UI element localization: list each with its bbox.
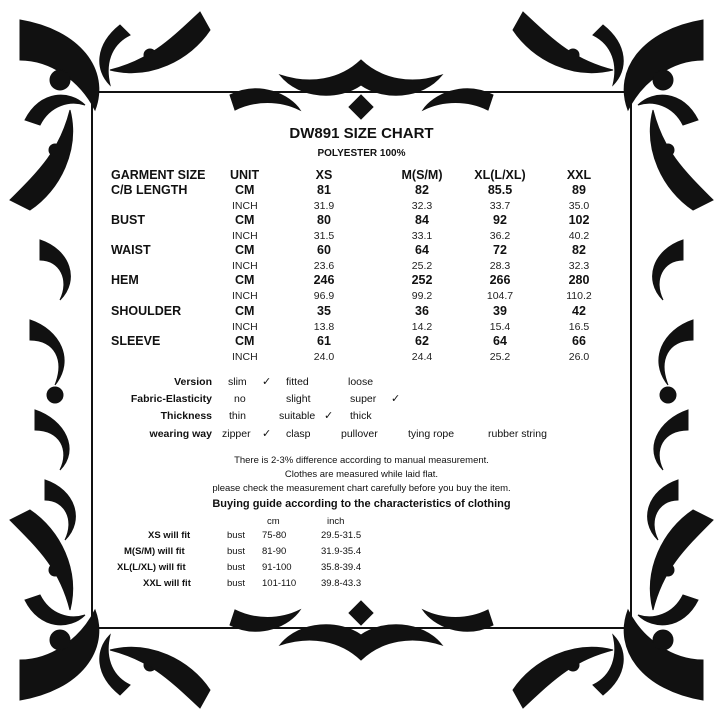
unit-inch: INCH bbox=[232, 200, 258, 212]
inch-value: 31.5 bbox=[313, 230, 335, 242]
guide-cm-range: 81-90 bbox=[262, 546, 287, 557]
header-garment-size: GARMENT SIZE bbox=[111, 168, 206, 182]
guide-col-inch: inch bbox=[327, 516, 345, 527]
unit-cm: CM bbox=[235, 243, 255, 257]
row-label-cb-length: C/B LENGTH bbox=[111, 183, 188, 197]
guide-inch-range: 31.9-35.4 bbox=[321, 546, 362, 557]
cm-value: 64 bbox=[415, 243, 429, 257]
header-size-xs: XS bbox=[315, 168, 333, 182]
unit-cm: CM bbox=[235, 334, 255, 348]
cm-value: 84 bbox=[415, 213, 429, 227]
header-size-m: M(S/M) bbox=[401, 168, 443, 182]
guide-col-cm: cm bbox=[267, 516, 280, 527]
attr-label-wearing-way: wearing way bbox=[149, 428, 212, 440]
attr-option: tying rope bbox=[408, 428, 455, 440]
check-mark-icon: ✓ bbox=[324, 410, 334, 422]
unit-cm: CM bbox=[235, 213, 255, 227]
inch-value: 36.2 bbox=[489, 230, 511, 242]
cm-value: 82 bbox=[415, 183, 429, 197]
cm-value: 36 bbox=[415, 304, 429, 318]
header-unit: UNIT bbox=[230, 168, 260, 182]
inch-value: 110.2 bbox=[566, 290, 592, 302]
attr-option: clasp bbox=[286, 428, 311, 440]
attr-option: slight bbox=[286, 393, 311, 405]
check-mark-icon: ✓ bbox=[262, 428, 272, 440]
guide-fit-label: M(S/M) will fit bbox=[124, 546, 185, 557]
guide-cm-range: 101-110 bbox=[262, 578, 297, 589]
top-center-crest bbox=[230, 60, 493, 119]
inch-value: 33.1 bbox=[411, 230, 433, 242]
attr-label-thickness: Thickness bbox=[160, 410, 212, 422]
row-label-sleeve: SLEEVE bbox=[111, 334, 161, 348]
cm-value: 72 bbox=[493, 243, 507, 257]
unit-cm: CM bbox=[235, 273, 255, 287]
unit-inch: INCH bbox=[232, 260, 258, 272]
guide-cm-range: 75-80 bbox=[262, 530, 287, 541]
attr-option: pullover bbox=[341, 428, 378, 440]
cm-value: 92 bbox=[493, 213, 507, 227]
inch-value: 26.0 bbox=[568, 351, 590, 363]
attr-option: rubber string bbox=[488, 428, 547, 440]
measurement-note: There is 2-3% difference according to manual measurement. bbox=[234, 455, 489, 466]
inch-value: 24.0 bbox=[313, 351, 335, 363]
unit-cm: CM bbox=[235, 183, 255, 197]
cm-value: 39 bbox=[493, 304, 507, 318]
cm-value: 82 bbox=[572, 243, 586, 257]
inch-value: 24.4 bbox=[411, 351, 433, 363]
inch-value: 32.3 bbox=[568, 260, 590, 272]
unit-inch: INCH bbox=[232, 321, 258, 333]
guide-inch-range: 39.8-43.3 bbox=[321, 578, 362, 589]
inch-value: 33.7 bbox=[489, 200, 511, 212]
guide-part: bust bbox=[227, 562, 245, 573]
cm-value: 280 bbox=[568, 273, 590, 287]
unit-inch: INCH bbox=[232, 351, 258, 363]
row-label-shoulder: SHOULDER bbox=[111, 304, 182, 318]
guide-part: bust bbox=[227, 578, 245, 589]
attr-option: thin bbox=[229, 410, 246, 422]
header-size-xxl: XXL bbox=[566, 168, 592, 182]
attr-label-version: Version bbox=[174, 376, 212, 388]
row-label-waist: WAIST bbox=[111, 243, 151, 257]
measurement-note: please check the measurement chart carefully before you buy the item. bbox=[212, 483, 511, 494]
guide-inch-range: 35.8-39.4 bbox=[321, 562, 362, 573]
inch-value: 99.2 bbox=[411, 290, 433, 302]
inch-value: 104.7 bbox=[486, 290, 514, 302]
row-label-hem: HEM bbox=[111, 273, 139, 287]
inch-value: 40.2 bbox=[568, 230, 590, 242]
corner-ornament-bottom-right bbox=[513, 510, 713, 708]
inch-value: 32.3 bbox=[411, 200, 433, 212]
chart-title: DW891 SIZE CHART bbox=[289, 125, 434, 142]
cm-value: 102 bbox=[568, 213, 590, 227]
inch-value: 16.5 bbox=[568, 321, 590, 333]
right-side-scrolls bbox=[648, 240, 693, 540]
attr-option: super bbox=[350, 393, 377, 405]
guide-fit-label: XS will fit bbox=[148, 530, 191, 541]
cm-value: 89 bbox=[572, 183, 586, 197]
attr-option: slim bbox=[228, 376, 247, 388]
inch-value: 31.9 bbox=[313, 200, 335, 212]
attr-option: suitable bbox=[279, 410, 316, 422]
guide-fit-label: XL(L/XL) will fit bbox=[117, 562, 186, 573]
cm-value: 80 bbox=[317, 213, 331, 227]
cm-value: 62 bbox=[415, 334, 429, 348]
attr-label-fabric-elasticity: Fabric-Elasticity bbox=[130, 393, 212, 405]
cm-value: 252 bbox=[411, 273, 433, 287]
inch-value: 14.2 bbox=[411, 321, 433, 333]
cm-value: 66 bbox=[572, 334, 586, 348]
attr-option: thick bbox=[350, 410, 372, 422]
inch-value: 25.2 bbox=[411, 260, 433, 272]
inch-value: 35.0 bbox=[568, 200, 590, 212]
measurement-note: Clothes are measured while laid flat. bbox=[284, 469, 439, 480]
inch-value: 23.6 bbox=[313, 260, 335, 272]
cm-value: 64 bbox=[493, 334, 507, 348]
buying-guide-title: Buying guide according to the characteristics of clothing bbox=[212, 498, 511, 510]
cm-value: 81 bbox=[317, 183, 331, 197]
cm-value: 266 bbox=[489, 273, 511, 287]
bottom-center-crest bbox=[230, 601, 493, 660]
attr-option: zipper bbox=[222, 428, 251, 440]
guide-fit-label: XXL will fit bbox=[143, 578, 191, 589]
attr-option: loose bbox=[348, 376, 374, 388]
unit-inch: INCH bbox=[232, 230, 258, 242]
attr-option: no bbox=[234, 393, 246, 405]
unit-cm: CM bbox=[235, 304, 255, 318]
cm-value: 60 bbox=[317, 243, 331, 257]
inch-value: 25.2 bbox=[489, 351, 511, 363]
cm-value: 85.5 bbox=[487, 183, 513, 197]
inch-value: 28.3 bbox=[489, 260, 511, 272]
cm-value: 61 bbox=[317, 334, 331, 348]
check-mark-icon: ✓ bbox=[262, 376, 272, 388]
row-label-bust: BUST bbox=[111, 213, 146, 227]
guide-cm-range: 91-100 bbox=[262, 562, 292, 573]
fabric-subtitle: POLYESTER 100% bbox=[317, 148, 406, 159]
inch-value: 15.4 bbox=[489, 321, 511, 333]
cm-value: 35 bbox=[317, 304, 331, 318]
check-mark-icon: ✓ bbox=[391, 393, 401, 405]
unit-inch: INCH bbox=[232, 290, 258, 302]
guide-part: bust bbox=[227, 530, 245, 541]
cm-value: 246 bbox=[313, 273, 335, 287]
guide-inch-range: 29.5-31.5 bbox=[321, 530, 362, 541]
inch-value: 96.9 bbox=[313, 290, 335, 302]
guide-part: bust bbox=[227, 546, 245, 557]
inch-value: 13.8 bbox=[313, 321, 335, 333]
left-side-scrolls bbox=[30, 240, 75, 540]
cm-value: 42 bbox=[572, 304, 586, 318]
header-size-xl: XL(L/XL) bbox=[474, 168, 526, 182]
attr-option: fitted bbox=[286, 376, 309, 388]
